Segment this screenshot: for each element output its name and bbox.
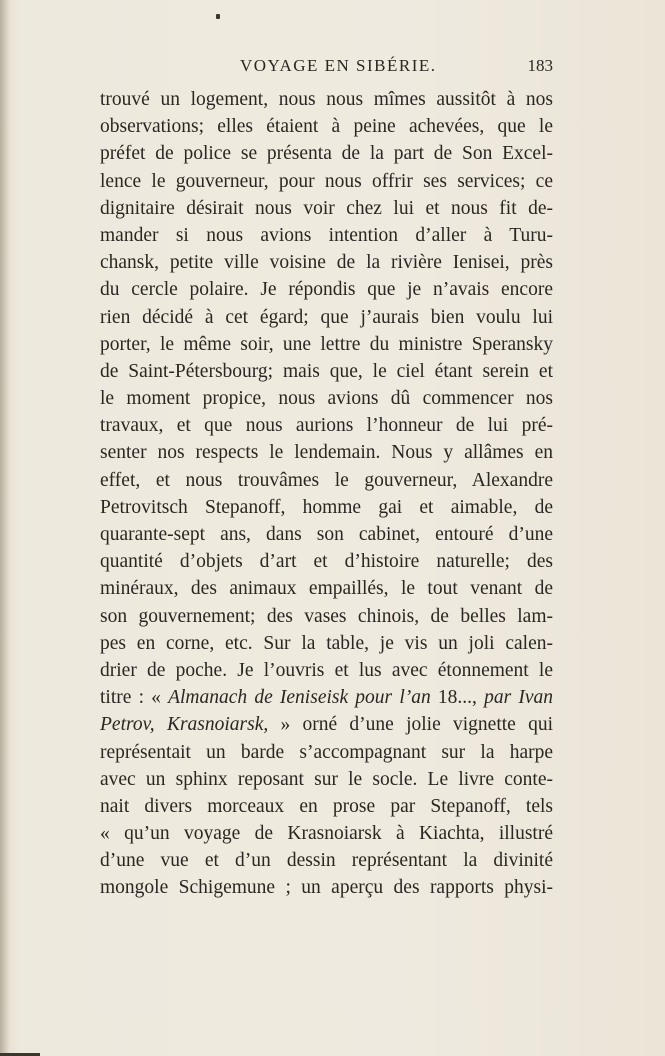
running-head [100, 56, 553, 82]
text-line: observations; elles étaient à peine achevées, que le [100, 116, 553, 138]
text-line: de Saint-Pétersbourg; mais que, le ciel étant serein et [100, 360, 553, 382]
binding-shadow [0, 0, 10, 1056]
text-line: quarante-sept ans, dans son cabinet, entouré d’une [100, 524, 553, 545]
text-line: effet, et nous trouvâmes le gouverneur, Alexandre [100, 469, 553, 491]
text-line: d’une vue et d’un dessin représentant la divinité [100, 850, 553, 872]
italic-author-place: Petrov, Krasnoiarsk, [100, 714, 269, 736]
text-line: mongole Schigemune ; un aperçu des rapports physi- [100, 877, 553, 899]
text-line: senter nos respects le lendemain. Nous y allâmes en [100, 442, 553, 464]
text-line: représentait un barde s’accompagnant sur la harpe [100, 741, 553, 763]
line-fragment: » orné d’une jolie vignette qui [268, 714, 553, 736]
text-line-title-quote [100, 684, 553, 711]
text-line: « qu’un voyage de Krasnoiarsk à Kiachta, illustré [100, 823, 553, 845]
page-number: 183 [527, 56, 553, 75]
text-line: mander si nous avions intention d’aller à Turu- [100, 224, 553, 246]
italic-author: par Ivan [484, 687, 553, 709]
text-line: quantité d’objets d’art et d’histoire naturelle; des [100, 551, 553, 573]
text-line: dignitaire désirait nous voir chez lui et nous fit de- [100, 197, 553, 219]
text-line: trouvé un logement, nous nous mîmes aussitôt à nos [100, 89, 553, 110]
text-line: travaux, et que nous aurions l’honneur de lui pré- [100, 415, 553, 437]
text-line: préfet de police se présenta de la part de Son Excel- [100, 143, 553, 165]
italic-almanach-title: Almanach de Ieniseisk pour l’an [168, 687, 431, 709]
text-line: pes en corne, etc. Sur la table, je vis un joli calen- [100, 632, 553, 654]
line-fragment: titre : « [100, 687, 169, 709]
text-line: nait divers morceaux en prose par Stepanoff, tels [100, 795, 553, 817]
text-line: lence le gouverneur, pour nous offrir ses services; ce [100, 170, 553, 192]
running-title: VOYAGE EN SIBÉRIE. [240, 56, 437, 75]
text-line: minéraux, des animaux empaillés, le tout venant de [100, 578, 553, 600]
body-text [100, 86, 553, 902]
text-line: porter, le même soir, une lettre du ministre Speransky [100, 333, 553, 355]
text-line-author-place [100, 711, 553, 738]
text-line: son gouvernement; des vases chinois, de belles lam- [100, 605, 553, 627]
text-line: du cercle polaire. Je répondis que je n’avais encore [100, 279, 553, 301]
line-fragment: 18..., [430, 687, 485, 709]
ink-speck [216, 14, 220, 19]
text-line: avec un sphinx reposant sur le socle. Le livre conte- [100, 768, 553, 790]
text-line: drier de poche. Je l’ouvris et lus avec étonnement le [100, 659, 553, 681]
text-line: Petrovitsch Stepanoff, homme gai et aimable, de [100, 496, 553, 518]
text-line: le moment propice, nous avions dû commencer nos [100, 388, 553, 410]
text-line: rien décidé à cet égard; que j’aurais bien voulu lui [100, 306, 553, 328]
text-line: chansk, petite ville voisine de la rivière Ienisei, près [100, 252, 553, 274]
